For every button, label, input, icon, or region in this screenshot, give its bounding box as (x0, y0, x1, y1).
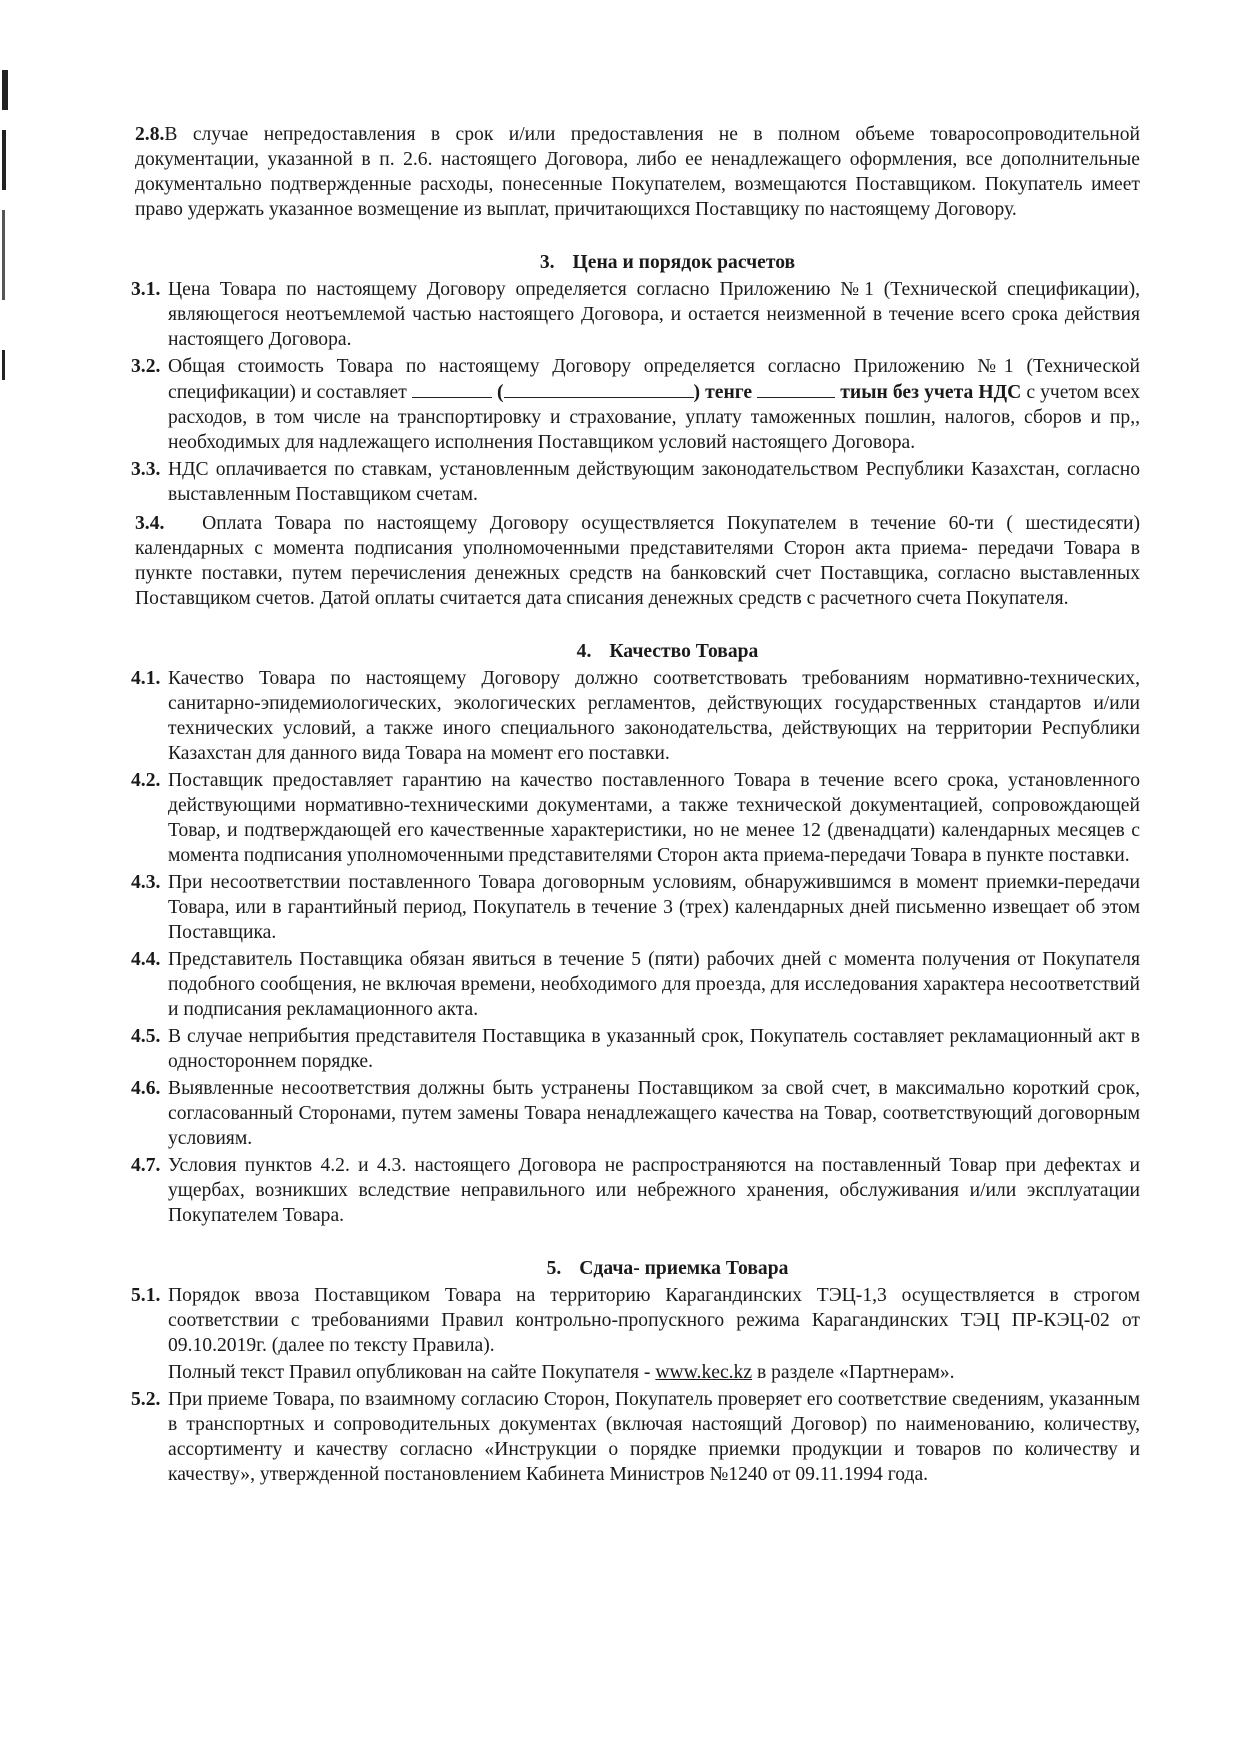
clause-5-2 (131, 1387, 1140, 1487)
clause-number: 3.3. (131, 459, 161, 480)
clause-text: Представитель Поставщика обязан явиться в течение 5 (пяти) рабочих дней с момента получения от Покупателя подобного сообщения, не включая времени, необходимого для проезда, для исследования характера несоответствий и подписания рекламационного акта. (168, 949, 1140, 1020)
clause-4-5 (131, 1024, 1140, 1074)
clause-text: НДС оплачивается по ставкам, установленным действующим законодательством Республики Казахстан, согласно выставленным Поставщиком счетам. (168, 459, 1140, 505)
clause-number: 5.1. (131, 1285, 161, 1306)
clause-4-7 (131, 1153, 1140, 1228)
website-note-text-end: в разделе «Партнерам». (756, 1362, 955, 1383)
document-page (131, 122, 1140, 1489)
clause-number: 2.8. (135, 124, 165, 145)
clause-number: 4.7. (131, 1155, 161, 1176)
currency-tenge: ) тенге (693, 382, 753, 403)
scan-edge-marks (0, 60, 14, 480)
section-number: 4. (576, 641, 592, 662)
amount-blank-field (412, 379, 492, 398)
clause-text: Оплата Товара по настоящему Договору осуществляется Покупателем в течение 60-ти ( шестидесяти) календарных с момента подписания уполномоченными представителями Сторон акта приема- передачи Товара в пункте поставки, путем перечисления денежных средств на банковский счет Поставщика, согласно выставленных Поставщиком счетов. Датой оплаты считается дата списания денежных средств с расчетного счета Покупателя. (135, 513, 1140, 609)
clause-3-3 (131, 457, 1140, 507)
clause-4-6 (131, 1076, 1140, 1151)
section-4-heading (135, 639, 1140, 664)
clause-text: Условия пунктов 4.2. и 4.3. настоящего Договора не распространяются на поставленный Товар при дефектах и ущербах, возникших вследствие неправильного или небрежного хранения, обслуживания и/или эксплуатации Покупателем Товара. (168, 1155, 1140, 1226)
clause-4-2 (131, 768, 1140, 868)
clause-text: Цена Товара по настоящему Договору определяется согласно Приложению №1 (Технической спецификации), являющегося неотъемлемой частью настоящего Договора, и остается неизменной в течение всего срока действия настоящего Договора. (168, 279, 1140, 350)
vat-note: без учета НДС (892, 382, 1022, 403)
clause-number: 4.5. (131, 1026, 161, 1047)
clause-number: 3.1. (131, 279, 161, 300)
paren-open: ( (497, 382, 504, 403)
section-5-heading (135, 1256, 1140, 1281)
section-number: 5. (546, 1258, 562, 1279)
clause-text: Общая стоимость Товара по настоящему Договору определяется согласно Приложению №1 (Технической спецификации) и составляет (168, 356, 1140, 403)
clause-3-4 (135, 511, 1140, 611)
currency-tiyn: тиын (840, 382, 888, 403)
clause-number: 4.2. (131, 770, 161, 791)
clause-5-1 (131, 1283, 1140, 1358)
section-title: Сдача- приемка Товара (579, 1258, 789, 1279)
amount-words-blank-field (504, 379, 694, 398)
section-number: 3. (539, 252, 555, 273)
tiyn-blank-field (757, 379, 835, 398)
section-title: Качество Товара (609, 641, 759, 662)
clause-number: 4.4. (131, 949, 161, 970)
clause-number: 4.1. (131, 668, 161, 689)
clause-text: Качество Товара по настоящему Договору должно соответствовать требованиям нормативно-технических, санитарно-эпидемиологических, экологических регламентов, действующих государственных стандартов и/или технических условий, а также иного специального законодательства, действующих на территории Республики Казахстан для данного вида Товара на момент его поставки. (168, 668, 1140, 764)
clause-5-1-website-note (135, 1360, 1140, 1385)
clause-number: 3.2. (131, 356, 161, 377)
clause-2-8 (135, 122, 1140, 222)
clause-text: При приеме Товара, по взаимному согласию Сторон, Покупатель проверяет его соответствие сведениям, указанным в транспортных и сопроводительных документах (включая настоящий Договор) по наименованию, количеству, ассортименту и качеству согласно «Инструкции о порядке приемки продукции и товаров по количеству и качеству», утвержденной постановлением Кабинета Министров №1240 от 09.11.1994 года. (168, 1389, 1140, 1485)
clause-text: Порядок ввоза Поставщиком Товара на территорию Карагандинских ТЭЦ-1,3 осуществляется в строгом соответствии с требованиями Правил контрольно-пропускного режима Карагандинских ТЭЦ ПР-КЭЦ-02 от 09.10.2019г. (далее по тексту Правила). (168, 1285, 1140, 1356)
section-3-heading (135, 250, 1140, 275)
clause-3-2 (131, 354, 1140, 455)
website-link[interactable]: www.kec.kz (655, 1362, 753, 1383)
clause-number: 5.2. (131, 1389, 161, 1410)
clause-text: В случае непредоставления в срок и/или предоставления не в полном объеме товаросопроводительной документации, указанной в п. 2.6. настоящего Договора, либо ее ненадлежащего оформления, все дополнительные документально подтвержденные расходы, понесенные Покупателем, возмещаются Поставщиком. Покупатель имеет право удержать указанное возмещение из выплат, причитающихся Поставщику по настоящему Договору. (135, 124, 1140, 220)
clause-4-1 (131, 666, 1140, 766)
clause-text-continued: с учетом всех расходов, в том числе на транспортировку и страхование, уплату таможенных пошлин, налогов, сборов и пр,, необходимых для надлежащего исполнения Поставщиком условий настоящего Договора. (168, 382, 1140, 453)
clause-3-1 (131, 277, 1140, 352)
clause-text: Выявленные несоответствия должны быть устранены Поставщиком за свой счет, в максимально короткий срок, согласованный Сторонами, путем замены Товара ненадлежащего качества на Товар, соответствующий договорным условиям. (168, 1078, 1140, 1149)
section-title: Цена и порядок расчетов (572, 252, 796, 273)
clause-text: В случае неприбытия представителя Поставщика в указанный срок, Покупатель составляет рекламационный акт в одностороннем порядке. (168, 1026, 1140, 1072)
clause-4-3 (131, 870, 1140, 945)
clause-number: 4.3. (131, 872, 161, 893)
clause-number: 3.4. (135, 513, 165, 534)
clause-number: 4.6. (131, 1078, 161, 1099)
clause-4-4 (131, 947, 1140, 1022)
clause-text: Поставщик предоставляет гарантию на качество поставленного Товара в течение всего срока, установленного действующими нормативно-техническими документами, а также технической документацией, сопровождающей Товар, и подтверждающей его качественные характеристики, но не менее 12 (двенадцати) календарных месяцев с момента подписания уполномоченными представителями Сторон акта приема-передачи Товара в пункте поставки. (168, 770, 1140, 866)
clause-text: При несоответствии поставленного Товара договорным условиям, обнаружившимся в момент приемки-передачи Товара, или в гарантийный период, Покупатель в течение 3 (трех) календарных дней письменно извещает об этом Поставщика. (168, 872, 1140, 943)
website-note-text: Полный текст Правил опубликован на сайте Покупателя - (168, 1362, 651, 1383)
